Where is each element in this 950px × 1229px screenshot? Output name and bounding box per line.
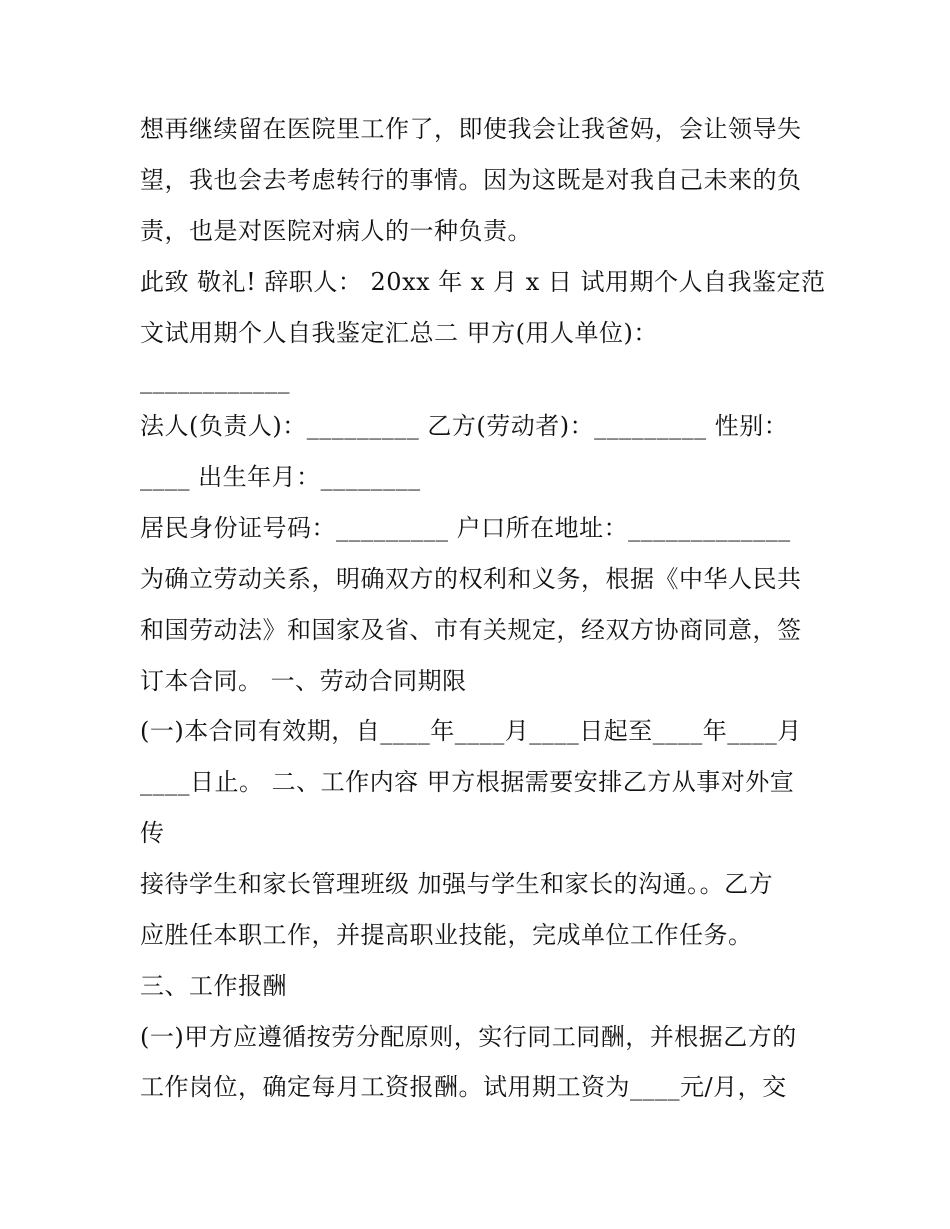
section-heading: 三、工作报酬 bbox=[140, 972, 287, 1000]
text-line: 责，也是对医院对病人的一种负责。 bbox=[140, 217, 532, 245]
text-line: (一)本合同有效期，自____年____月____日起至____年____月 bbox=[140, 717, 802, 745]
blank-field-line: ____________ bbox=[140, 366, 290, 394]
text-line: 望，我也会去考虑转行的事情。因为这既是对我自己未来的负 bbox=[140, 166, 802, 194]
text-line: ____日止。 二、工作内容 甲方根据需要安排乙方从事对外宣 bbox=[140, 768, 795, 796]
text-line: (一)甲方应遵循按劳分配原则，实行同工同酬，并根据乙方的 bbox=[140, 1023, 797, 1051]
text-line: 法人(负责人)：_________ 乙方(劳动者)：_________ 性别： bbox=[140, 412, 789, 440]
text-line: ____ 出生年月：________ bbox=[140, 463, 421, 491]
text-line: 此致 敬礼! 辞职人： 20xx 年 x 月 x 日 试用期个人自我鉴定范 bbox=[140, 268, 826, 296]
text-line: 传 bbox=[140, 819, 165, 847]
text-line: 想再继续留在医院里工作了，即使我会让我爸妈，会让领导失 bbox=[140, 115, 802, 143]
text-line: 工作岗位，确定每月工资报酬。试用期工资为____元/月，交 bbox=[140, 1073, 787, 1101]
text-line: 居民身份证号码：_________ 户口所在地址：_____________ bbox=[140, 514, 791, 542]
text-line: 接待学生和家长管理班级 加强与学生和家长的沟通。。乙方 bbox=[140, 870, 774, 898]
text-line: 为确立劳动关系，明确双方的权利和义务，根据《中华人民共 bbox=[140, 565, 802, 593]
text-line: 订本合同。 一、劳动合同期限 bbox=[140, 667, 467, 695]
text-line: 文试用期个人自我鉴定汇总二 甲方(用人单位)： bbox=[140, 319, 658, 347]
text-line: 应胜任本职工作，并提高职业技能，完成单位工作任务。 bbox=[140, 921, 753, 949]
text-line: 和国劳动法》和国家及省、市有关规定，经双方协商同意，签 bbox=[140, 616, 802, 644]
